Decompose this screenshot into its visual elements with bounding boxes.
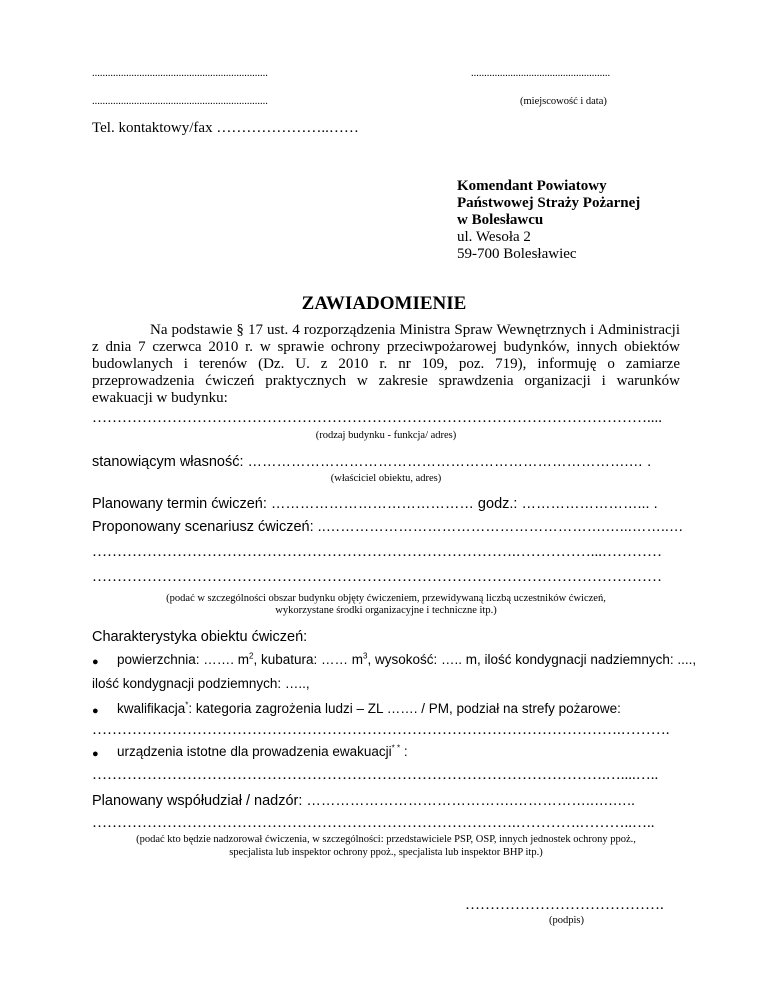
qualification-label: kwalifikacja (117, 701, 186, 716)
sup-stars: * * (391, 743, 401, 753)
volume-text: , kubatura: …… m (253, 652, 364, 667)
recipient-line-1: Komendant Powiatowy (457, 178, 607, 194)
owner-caption: (właściciel obiektu, adres) (330, 473, 442, 484)
intro-paragraph: Na podstawie § 17 ust. 4 rozporządzenia Ministra Spraw Wewnętrznych i Administracji z dnia 7 czerwca 2010 r. w sprawie ochrony przeciwpożarowej budynków, innych obiektów budowlanych i terenów (Dz. U. z 2010 r. nr 109, poz. 719), informuję o zamiarze przeprowadzenia ćwiczeń praktycznych w zakresie sprawdzenia organizacji i warunków ewakuacji w budynku: (92, 322, 680, 406)
scenario-caption-1: (podać w szczególności obszar budynku objęty ćwiczeniem, przewidywaną liczbą uczestników ćwiczeń, (166, 593, 606, 604)
characteristics-heading: Charakterystyka obiektu ćwiczeń: (92, 629, 308, 645)
participation-dotted-line: ………………………………………………………………………….………….………..….. (92, 815, 655, 831)
tel-fax-line: Tel. kontaktowy/fax …………………..…… (92, 120, 359, 136)
sup-star: * (185, 700, 189, 710)
bullet-dot-3: ● (92, 748, 99, 760)
sender-line-2: ................................................................... (92, 96, 268, 107)
sup-2: 2 (249, 651, 254, 661)
term-line: Planowany termin ćwiczeń: …………………………………… godz.: ……………………... . (92, 496, 658, 512)
recipient-line-5: 59-700 Bolesławiec (457, 246, 577, 262)
participation-caption-1: (podać kto będzie nadzorował ćwiczenia, w szczególności: przedstawiciele PSP, OSP, innych jednostek ochrony ppoż., (136, 834, 636, 845)
place-date-line: ..................................................... (471, 68, 611, 79)
signature-line: …………………………………. (465, 897, 664, 913)
sup-3: 3 (363, 651, 368, 661)
scenario-line-3: …………………………………………………………………………………………………… (92, 569, 662, 585)
recipient-line-4: ul. Wesoła 2 (457, 229, 531, 245)
height-text: , wysokość: ….. m, ilość kondygnacji nadziemnych: ...., (367, 652, 697, 667)
bullet-qualification-line (117, 701, 621, 716)
evacuation-label: urządzenia istotne dla prowadzenia ewakuacji (117, 744, 392, 759)
bullet-surface-line (117, 652, 696, 667)
participation-caption-2: specjalista lub inspektor ochrony ppoż., specjalista lub inspektor BHP itp.) (229, 847, 543, 858)
scenario-line-2: ………………………………………………………………………….……………...………… (92, 544, 662, 560)
place-date-caption: (miejscowość i data) (520, 96, 607, 107)
scenario-caption-2: wykorzystane środki organizacyjne i techniczne itp.) (275, 605, 497, 616)
scenario-line-1: Proponowany scenariusz ćwiczeń: ..………………………………………………….…...……..… (92, 519, 684, 535)
surface-text: powierzchnia: ……. m (117, 652, 250, 667)
evacuation-colon: : (400, 744, 408, 759)
building-line: ………………………………………………………………………………………………….... (92, 410, 662, 426)
bullet-dot-2: ● (92, 705, 99, 717)
evacuation-dotted-line: ………………………………………………………………………………………….…....….. (92, 767, 659, 783)
recipient-line-2: Państwowej Straży Pożarnej (457, 195, 641, 211)
qualification-text: : kategoria zagrożenia ludzi – ZL ……. / PM, podział na strefy pożarowe: (188, 701, 621, 716)
bullet-dot-1: ● (92, 656, 99, 668)
recipient-line-3: w Bolesławcu (457, 212, 544, 228)
participation-line: Planowany współudział / nadzór: …………………………………….……………..….….. (92, 793, 636, 809)
sender-line-1: ................................................................... (92, 68, 268, 79)
bullet-underground-line: ilość kondygnacji podziemnych: ….., (92, 676, 310, 691)
qualification-dotted-line: …………………………………………………………………………………………….………. (92, 722, 670, 738)
owner-line: stanowiącym własność: …………………………………………………………………….… . (92, 454, 652, 470)
signature-caption: (podpis) (549, 915, 584, 926)
bullet-evacuation-line (117, 744, 408, 759)
document-title: ZAWIADOMIENIE (301, 293, 467, 314)
building-caption: (rodzaj budynku - funkcja/ adres) (315, 430, 457, 441)
